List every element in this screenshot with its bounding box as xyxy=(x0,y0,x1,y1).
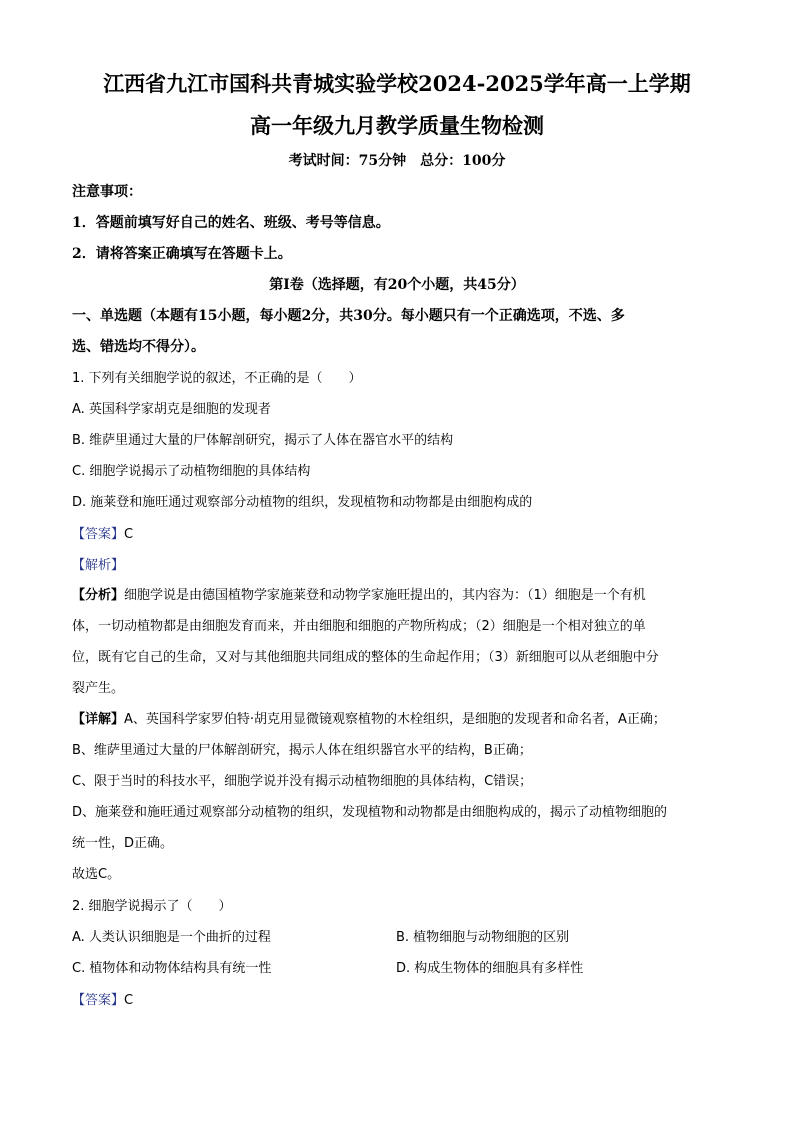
q1-xiangjie-line5: 统一性，D正确。 xyxy=(72,836,174,851)
q1-fenxi-line2: 体，一切动植物都是由细胞发育而来，并由细胞和细胞的产物所构成；（2）细胞是一个相对独立的单 xyxy=(72,619,646,634)
notice-item-1: 1．答题前填写好自己的姓名、班级、考号等信息。 xyxy=(72,215,390,231)
q1-option-c: C. 细胞学说揭示了动植物细胞的具体结构 xyxy=(72,464,311,479)
q2-option-d: D. 构成生物体的细胞具有多样性 xyxy=(396,961,584,976)
answer-value: C xyxy=(124,527,134,542)
exam-info: 考试时间：75分钟 总分：100分 xyxy=(288,153,506,169)
section-instruction-line1: 一、单选题（本题有15小题，每小题2分，共30分。每小题只有一个正确选项，不选、多 xyxy=(72,308,625,324)
answer-value: C xyxy=(124,993,134,1008)
fenxi-tag: 【分析】 xyxy=(72,588,125,603)
notice-heading: 注意事项： xyxy=(72,184,142,200)
q1-answer xyxy=(72,525,133,544)
q1-option-d: D. 施莱登和施旺通过观察部分动植物的组织，发现植物和动物都是由细胞构成的 xyxy=(72,495,533,510)
q2-option-a: A. 人类认识细胞是一个曲折的过程 xyxy=(72,930,271,945)
exam-title-line1: 江西省九江市国科共青城实验学校2024-2025学年高一上学期 xyxy=(103,71,691,96)
q2-answer xyxy=(72,991,133,1010)
xiangjie-text: A、英国科学家罗伯特·胡克用显微镜观察植物的木栓组织，是细胞的发现者和命名者，A正确； xyxy=(124,712,666,727)
q1-option-b: B. 维萨里通过大量的尸体解剖研究，揭示了人体在器官水平的结构 xyxy=(72,433,454,448)
exam-title-line2: 高一年级九月教学质量生物检测 xyxy=(250,113,544,138)
q1-xiangjie-line4: D、施莱登和施旺通过观察部分动植物的组织，发现植物和动物都是由细胞构成的，揭示了动植物细胞的 xyxy=(72,805,668,820)
q1-fenxi-line3: 位，既有它自己的生命，又对与其他细胞共同组成的整体的生命起作用；（3）新细胞可以从老细胞中分 xyxy=(72,650,659,665)
q1-xiangjie-line1 xyxy=(72,711,666,729)
q1-xiangjie-line3: C、限于当时的科技水平，细胞学说并没有揭示动植物细胞的具体结构，C错误； xyxy=(72,774,533,789)
q2-stem: 2. 细胞学说揭示了（ ） xyxy=(72,899,232,914)
q2-option-b: B. 植物细胞与动物细胞的区别 xyxy=(396,930,570,945)
section-title: 第I卷（选择题，有20个小题，共45分） xyxy=(269,277,525,293)
answer-tag: 【答案】 xyxy=(72,993,125,1008)
q1-conclusion: 故选C。 xyxy=(72,867,121,882)
q2-option-c: C. 植物体和动物体结构具有统一性 xyxy=(72,961,272,976)
q1-analysis-tag xyxy=(72,556,124,575)
q1-fenxi-line1 xyxy=(72,587,646,605)
notice-item-2: 2．请将答案正确填写在答题卡上。 xyxy=(72,246,292,262)
q1-fenxi-line4: 裂产生。 xyxy=(72,681,125,696)
q1-option-a: A. 英国科学家胡克是细胞的发现者 xyxy=(72,402,271,417)
xiangjie-tag: 【详解】 xyxy=(72,712,125,727)
section-instruction-line2: 选、错选均不得分）。 xyxy=(72,339,205,355)
q1-stem: 1. 下列有关细胞学说的叙述，不正确的是（ ） xyxy=(72,371,362,386)
answer-tag: 【答案】 xyxy=(72,527,125,542)
fenxi-text: 细胞学说是由德国植物学家施莱登和动物学家施旺提出的，其内容为：（1）细胞是一个有机 xyxy=(124,588,646,603)
analysis-tag: 【解析】 xyxy=(72,558,125,573)
q1-xiangjie-line2: B、维萨里通过大量的尸体解剖研究，揭示人体在组织器官水平的结构，B正确； xyxy=(72,743,532,758)
